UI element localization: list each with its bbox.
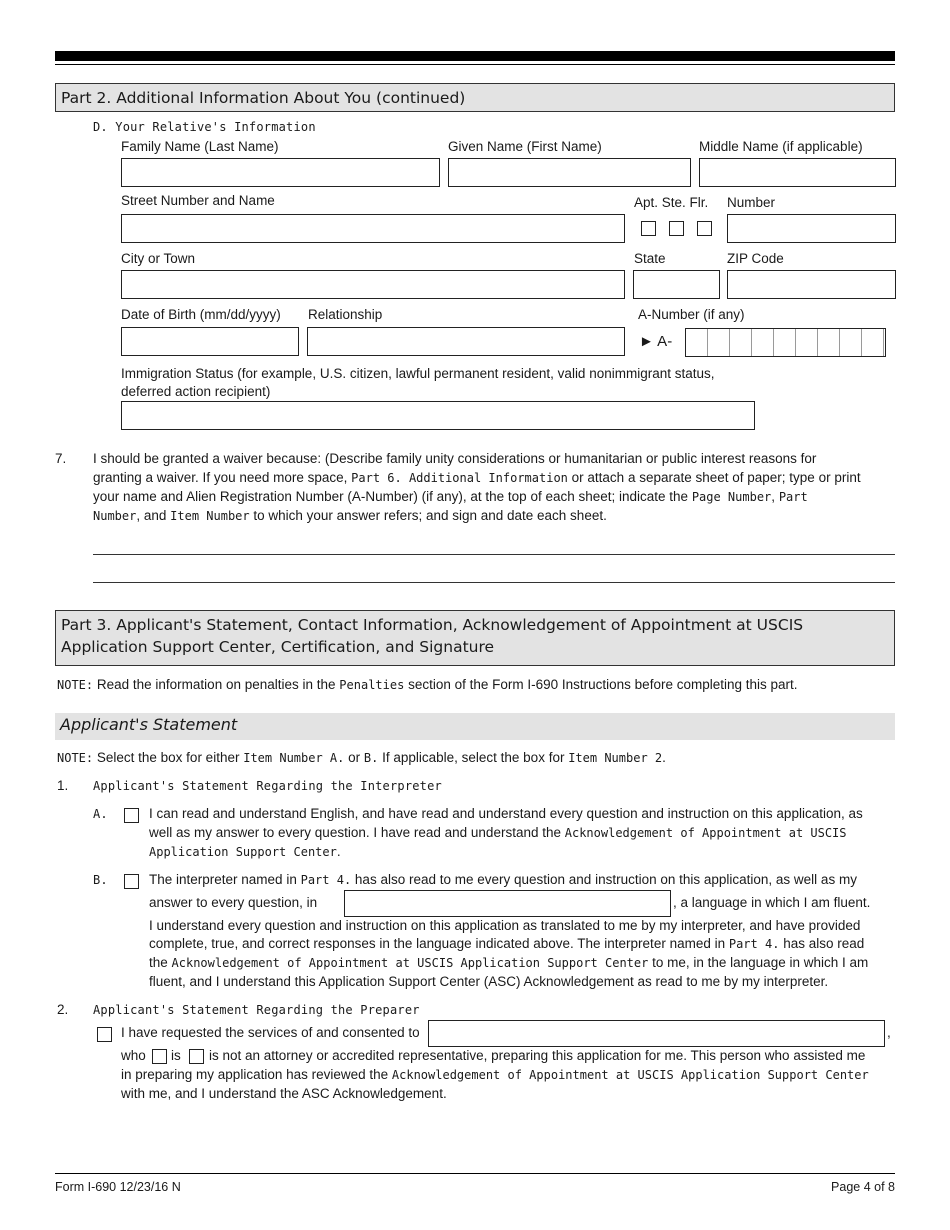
- item7-number: 7.: [55, 451, 67, 466]
- immigration-status-input[interactable]: [121, 401, 755, 430]
- item1b-line1b: Part 4.: [300, 873, 352, 887]
- item1a-line1: I can read and understand English, and have read and understand every question and instruction on this application, as: [149, 806, 863, 821]
- item1a-line2a: well as my answer to every question. I have read and understand the: [149, 825, 565, 840]
- number-label: Number: [727, 195, 776, 210]
- item1-number: 1.: [57, 778, 69, 793]
- preparer-line3: [121, 1066, 869, 1084]
- item7-line2: [93, 469, 861, 487]
- apt-ste-flr-label: Apt. Ste. Flr.: [634, 195, 709, 210]
- preparer-line2-rest: is not an attorney or accredited representative, preparing this application for me. This person who assisted me: [209, 1048, 866, 1063]
- family-name-label: Family Name (Last Name): [121, 139, 279, 154]
- item7-line3b: Page Number: [691, 490, 772, 504]
- note2-c: or: [344, 750, 364, 765]
- a-number-prefix: ► A-: [639, 333, 673, 350]
- item1a-line3-end: .: [336, 844, 341, 859]
- top-thick-rule: [55, 51, 895, 61]
- item7-answer-line-1[interactable]: [93, 554, 895, 555]
- street-input[interactable]: [121, 214, 625, 243]
- preparer-line1-end: ,: [887, 1025, 891, 1040]
- preparer-consent-checkbox[interactable]: [97, 1027, 112, 1042]
- relationship-label: Relationship: [308, 307, 383, 322]
- item1b-line5c: to me, in the language in which I am: [648, 955, 869, 970]
- item1a-label: A.: [93, 807, 108, 821]
- item7-line4b: , and: [136, 508, 171, 523]
- item1a-line2: [149, 824, 847, 842]
- item7-line2c: or attach a separate sheet of paper; type or print: [567, 470, 861, 485]
- part3-header-line1: Part 3. Applicant's Statement, Contact Information, Acknowledgement of Appointment at USCIS: [61, 616, 804, 634]
- part3-note2: [57, 749, 666, 767]
- item7-line4c: Item Number: [170, 509, 250, 523]
- flr-checkbox[interactable]: [697, 221, 712, 236]
- note2-b: Item Number A.: [243, 751, 345, 765]
- immigration-status-label-2: deferred action recipient): [121, 384, 271, 399]
- city-input[interactable]: [121, 270, 625, 299]
- item1a-line3-ref: Application Support Center: [149, 845, 337, 859]
- street-label: Street Number and Name: [121, 193, 275, 208]
- item7-line3c: ,: [771, 489, 779, 504]
- footer-rule: [55, 1173, 895, 1174]
- note2-f: Item Number 2: [568, 751, 663, 765]
- item7-line3: [93, 488, 808, 506]
- preparer-is-checkbox[interactable]: [152, 1049, 167, 1064]
- item1b-line5a: the: [149, 955, 172, 970]
- a-number-input[interactable]: [685, 328, 886, 357]
- note2-a: Select the box for either: [93, 750, 244, 765]
- dob-input[interactable]: [121, 327, 299, 356]
- part3-header: [55, 610, 895, 666]
- state-label: State: [634, 251, 666, 266]
- note1-c: section of the Form I-690 Instructions before completing this part.: [404, 677, 798, 692]
- top-thin-rule: [55, 64, 895, 65]
- footer-page-number: Page 4 of 8: [831, 1180, 895, 1194]
- item1b-line1a: The interpreter named in: [149, 872, 301, 887]
- item1a-line2b: Acknowledgement of Appointment at USCIS: [564, 826, 847, 840]
- item1b-line6: fluent, and I understand this Application Support Center (ASC) Acknowledgement as read to me by my interpreter.: [149, 974, 829, 989]
- item1b-line1c: has also read to me every question and instruction on this application, as well as my: [351, 872, 857, 887]
- footer-form-id: Form I-690 12/23/16 N: [55, 1180, 181, 1194]
- item1b-checkbox[interactable]: [124, 874, 139, 889]
- item1-title: Applicant's Statement Regarding the Interpreter: [93, 779, 442, 793]
- item7-line2a: granting a waiver. If you need more space,: [93, 470, 352, 485]
- ste-checkbox[interactable]: [669, 221, 684, 236]
- item1b-line4a: complete, true, and correct responses in the language indicated above. The interpreter named in: [149, 936, 729, 951]
- part3-note1: [57, 676, 798, 694]
- apt-checkbox[interactable]: [641, 221, 656, 236]
- dob-label: Date of Birth (mm/dd/yyyy): [121, 307, 281, 322]
- given-name-input[interactable]: [448, 158, 691, 187]
- note2-d: B.: [363, 751, 379, 765]
- note1-a: Read the information on penalties in the: [93, 677, 340, 692]
- item2-title: Applicant's Statement Regarding the Preparer: [93, 1003, 420, 1017]
- immigration-status-label-1: Immigration Status (for example, U.S. citizen, lawful permanent resident, valid nonimmigrant status,: [121, 366, 715, 381]
- item7-line1: I should be granted a waiver because: (Describe family unity considerations or humanitarian or public interest reasons for: [93, 451, 817, 466]
- relationship-input[interactable]: [307, 327, 625, 356]
- item7-line3a: your name and Alien Registration Number (A-Number) (if any), at the top of each sheet; indicate the: [93, 489, 692, 504]
- item7-line3d: Part: [778, 490, 808, 504]
- zip-label: ZIP Code: [727, 251, 784, 266]
- item1b-line5b: Acknowledgement of Appointment at USCIS Application Support Center: [171, 956, 649, 970]
- note1-label: NOTE:: [57, 678, 94, 692]
- item1b-line1: [149, 871, 857, 889]
- zip-input[interactable]: [727, 270, 896, 299]
- item1b-line4b: Part 4.: [728, 937, 780, 951]
- item7-line4: [93, 507, 607, 525]
- item7-answer-line-2[interactable]: [93, 582, 895, 583]
- item1b-label: B.: [93, 873, 108, 887]
- note2-g: .: [662, 750, 666, 765]
- item1b-line5: [149, 954, 868, 972]
- item1a-checkbox[interactable]: [124, 808, 139, 823]
- item7-line4d: to which your answer refers; and sign and date each sheet.: [249, 508, 607, 523]
- number-input[interactable]: [727, 214, 896, 243]
- middle-name-input[interactable]: [699, 158, 896, 187]
- a-number-label: A-Number (if any): [638, 307, 745, 322]
- preparer-who: who: [121, 1048, 146, 1063]
- preparer-line4: with me, and I understand the ASC Acknowledgement.: [121, 1086, 447, 1101]
- note2-e: If applicable, select the box for: [378, 750, 569, 765]
- preparer-is-not-checkbox[interactable]: [189, 1049, 204, 1064]
- item1b-line4: [149, 935, 864, 953]
- preparer-line1: I have requested the services of and consented to: [121, 1025, 420, 1040]
- preparer-line3b: Acknowledgement of Appointment at USCIS Application Support Center: [391, 1068, 869, 1082]
- state-select[interactable]: [633, 270, 720, 299]
- language-input[interactable]: [344, 890, 671, 917]
- applicants-statement-title: Applicant's Statement: [60, 715, 238, 734]
- item2-number: 2.: [57, 1002, 69, 1017]
- part2-header: Part 2. Additional Information About You (continued): [55, 83, 895, 112]
- part3-header-line2: Application Support Center, Certification, and Signature: [61, 638, 495, 656]
- family-name-input[interactable]: [121, 158, 440, 187]
- item1b-line2a: answer to every question, in: [149, 895, 318, 910]
- section-d-title: D. Your Relative's Information: [93, 120, 316, 134]
- note1-b: Penalties: [339, 678, 405, 692]
- middle-name-label: Middle Name (if applicable): [699, 139, 863, 154]
- item1b-line3: I understand every question and instruction on this application as translated to me by my interpreter, and have provided: [149, 918, 861, 933]
- given-name-label: Given Name (First Name): [448, 139, 602, 154]
- item1b-line2b: , a language in which I am fluent.: [673, 895, 871, 910]
- preparer-is: is: [171, 1048, 181, 1063]
- preparer-line3a: in preparing my application has reviewed the: [121, 1067, 392, 1082]
- item7-line2b: Part 6. Additional Information: [351, 471, 568, 485]
- item1a-line3: [149, 843, 341, 861]
- applicants-statement-subheader: [55, 713, 895, 740]
- item7-line4a: Number: [93, 509, 137, 523]
- note2-label: NOTE:: [57, 751, 94, 765]
- item1b-line4c: has also read: [779, 936, 865, 951]
- city-label: City or Town: [121, 251, 196, 266]
- preparer-name-input[interactable]: [428, 1020, 885, 1047]
